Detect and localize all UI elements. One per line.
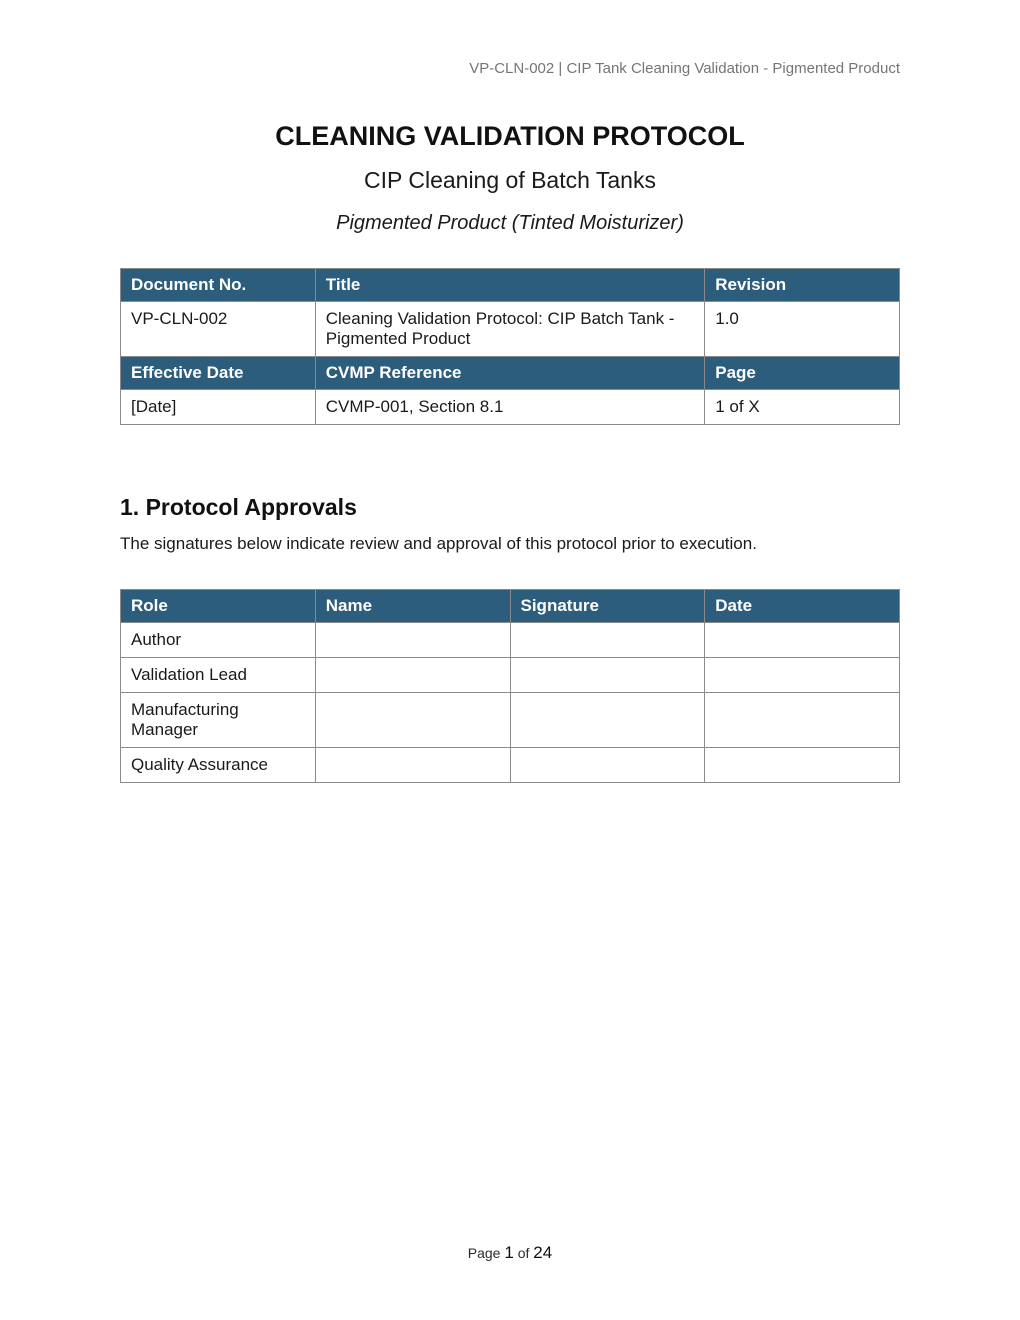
cell-role: Author xyxy=(121,623,316,658)
header-cell-name: Name xyxy=(315,590,510,623)
cell-signature xyxy=(510,693,705,748)
document-subtitle: CIP Cleaning of Batch Tanks xyxy=(364,167,656,193)
footer-page-number: 1 xyxy=(504,1243,514,1262)
header-cell-role: Role xyxy=(121,590,316,623)
header-cell-cvmp-reference: CVMP Reference xyxy=(315,357,705,390)
cell-role: Manufacturing Manager xyxy=(121,693,316,748)
footer-of-label: of xyxy=(517,1245,530,1261)
info-table-header-row-1 xyxy=(121,269,900,302)
running-header: VP-CLN-002 | CIP Tank Cleaning Validation - Pigmented Product xyxy=(469,60,900,77)
header-cell-document-no: Document No. xyxy=(121,269,316,302)
document-info-table xyxy=(120,268,900,425)
section-heading: 1. Protocol Approvals xyxy=(120,494,357,520)
cell-date xyxy=(705,623,900,658)
info-table-data-row-1 xyxy=(121,302,900,357)
cell-signature xyxy=(510,623,705,658)
page-footer xyxy=(0,1243,1020,1263)
header-cell-signature: Signature xyxy=(510,590,705,623)
info-table-header-row-2 xyxy=(121,357,900,390)
footer-total-pages: 24 xyxy=(533,1243,553,1262)
cell-effective-date: [Date] xyxy=(121,390,316,425)
cell-date xyxy=(705,658,900,693)
cell-role: Validation Lead xyxy=(121,658,316,693)
cell-title: Cleaning Validation Protocol: CIP Batch Tank - Pigmented Product xyxy=(315,302,705,357)
cell-date xyxy=(705,748,900,783)
info-table-data-row-2 xyxy=(121,390,900,425)
cell-document-no: VP-CLN-002 xyxy=(121,302,316,357)
header-cell-effective-date: Effective Date xyxy=(121,357,316,390)
footer-page-label: Page xyxy=(467,1245,501,1261)
header-cell-title: Title xyxy=(315,269,705,302)
cell-role: Quality Assurance xyxy=(121,748,316,783)
section-intro: The signatures below indicate review and approval of this protocol prior to execution. xyxy=(120,534,757,553)
cell-name xyxy=(315,658,510,693)
approvals-header-row xyxy=(121,590,900,623)
cell-name xyxy=(315,693,510,748)
header-cell-page: Page xyxy=(705,357,900,390)
approvals-row-quality-assurance xyxy=(121,748,900,783)
approvals-row-author xyxy=(121,623,900,658)
cell-cvmp-reference: CVMP-001, Section 8.1 xyxy=(315,390,705,425)
document-title: CLEANING VALIDATION PROTOCOL xyxy=(275,121,745,151)
cell-page: 1 of X xyxy=(705,390,900,425)
cell-name xyxy=(315,623,510,658)
header-cell-date: Date xyxy=(705,590,900,623)
cell-signature xyxy=(510,658,705,693)
approvals-row-validation-lead xyxy=(121,658,900,693)
product-line: Pigmented Product (Tinted Moisturizer) xyxy=(336,212,684,234)
cell-date xyxy=(705,693,900,748)
cell-revision: 1.0 xyxy=(705,302,900,357)
approvals-table xyxy=(120,589,900,783)
approvals-row-manufacturing-manager xyxy=(121,693,900,748)
cell-signature xyxy=(510,748,705,783)
header-cell-revision: Revision xyxy=(705,269,900,302)
cell-name xyxy=(315,748,510,783)
